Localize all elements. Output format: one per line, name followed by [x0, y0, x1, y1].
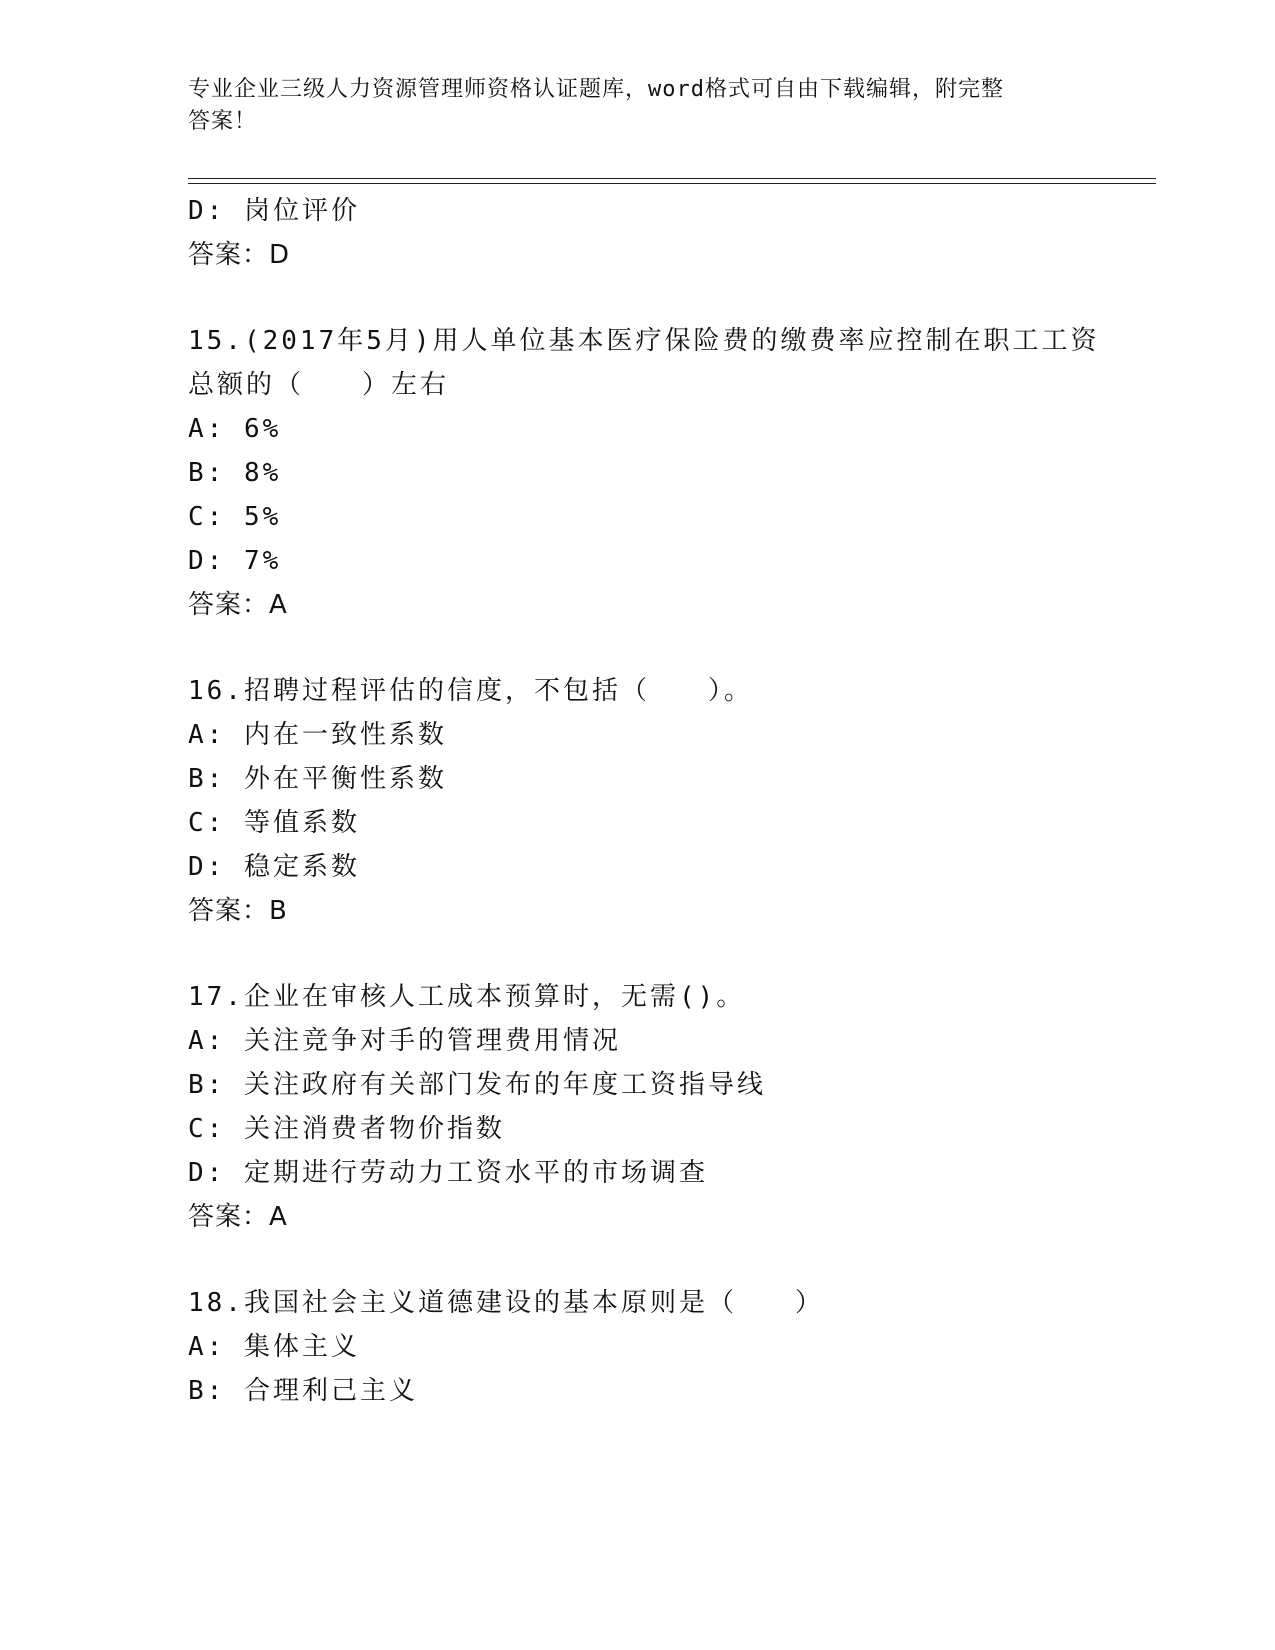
answer-label: 答案：D — [188, 240, 291, 270]
question-16-option-c: C: 等值系数 — [188, 808, 360, 838]
question-17-option-c: C: 关注消费者物价指数 — [188, 1114, 505, 1144]
question-17-answer: 答案：A — [188, 1202, 288, 1232]
question-15-stem: 15.(2017年5月)用人单位基本医疗保险费的缴费率应控制在职工工资 — [188, 326, 1100, 356]
question-16-option-a: A: 内在一致性系数 — [188, 720, 447, 750]
question-16-option-b: B: 外在平衡性系数 — [188, 764, 447, 794]
question-17-option-a: A: 关注竞争对手的管理费用情况 — [188, 1026, 621, 1056]
header-divider-bottom — [188, 183, 1156, 184]
question-15-option-b: B: 8% — [188, 458, 282, 488]
header-line-2: 答案！ — [188, 109, 258, 134]
question-18-option-a: A: 集体主义 — [188, 1332, 360, 1362]
question-15-answer: 答案：A — [188, 590, 288, 620]
question-17-stem: 17.企业在审核人工成本预算时，无需()。 — [188, 982, 746, 1012]
question-15-option-d: D: 7% — [188, 546, 282, 576]
document-header — [188, 74, 1088, 138]
question-18-stem: 18.我国社会主义道德建设的基本原则是（ ） — [188, 1288, 824, 1318]
header-line-1: 专业企业三级人力资源管理师资格认证题库，word格式可自由下载编辑，附完整 — [188, 77, 1004, 102]
header-divider-top — [188, 178, 1156, 179]
question-16-stem: 16.招聘过程评估的信度，不包括（ ）。 — [188, 676, 753, 706]
question-17-option-b: B: 关注政府有关部门发布的年度工资指导线 — [188, 1070, 766, 1100]
question-17-option-d: D: 定期进行劳动力工资水平的市场调查 — [188, 1158, 708, 1188]
question-16-option-d: D: 稳定系数 — [188, 852, 360, 882]
option-d: D: 岗位评价 — [188, 196, 360, 226]
question-15-option-c: C: 5% — [188, 502, 282, 532]
question-18-option-b: B: 合理利己主义 — [188, 1376, 418, 1406]
question-15-option-a: A: 6% — [188, 414, 282, 444]
question-16-answer: 答案：B — [188, 896, 288, 926]
question-15-stem-cont: 总额的（ ）左右 — [188, 370, 450, 400]
